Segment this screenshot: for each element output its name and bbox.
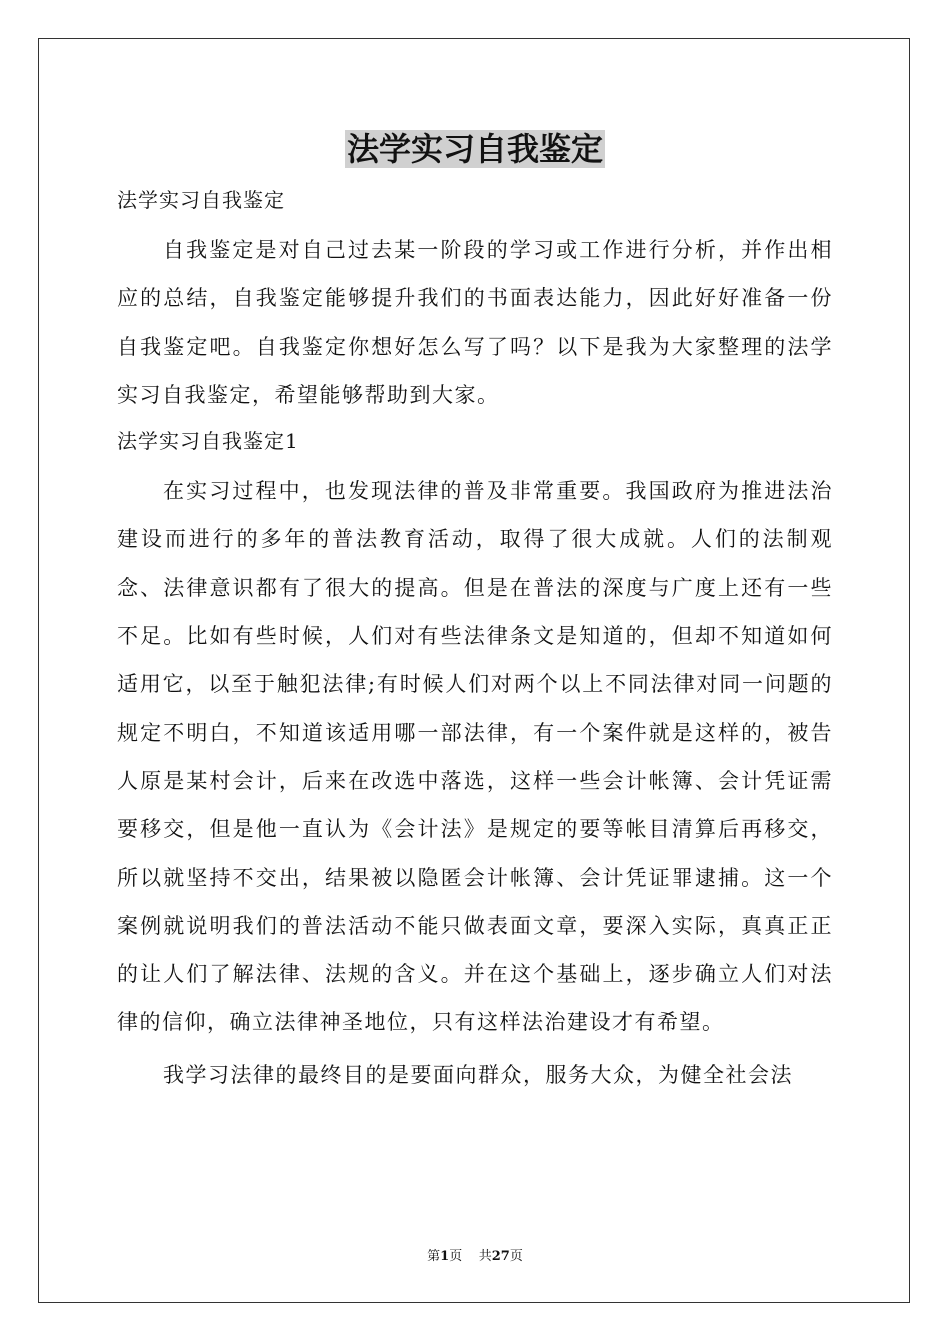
page-prefix: 第 xyxy=(427,1249,441,1264)
document-body xyxy=(117,178,833,1099)
document-subtitle: 法学实习自我鉴定 xyxy=(117,188,285,212)
document-title-text: 法学实习自我鉴定 xyxy=(346,130,603,168)
page-total: 27 xyxy=(491,1249,510,1264)
body-paragraph: 在实习过程中，也发现法律的普及非常重要。我国政府为推进法治建设而进行的多年的普法教育活动，取得了很大成就。人们的法制观念、法律意识都有了很大的提高。但是在普法的深度与广度上还有一些不足。比如有些时候，人们对有些法律条文是知道的，但却不知道如何适用它，以至于触犯法律;有时候人们对两个以上不同法律对同一问题的规定不明白，不知道该适用哪一部法律，有一个案件就是这样的，被告人原是某村会计，后来在改选中落选，这样一些会计帐簿、会计凭证需要移交，但是他一直认为《会计法》是规定的要等帐目清算后再移交，所以就坚持不交出，结果被以隐匿会计帐簿、会计凭证罪逮捕。这一个案例就说明我们的普法活动不能只做表面文章，要深入实际，真真正正的让人们了解法律、法规的含义。并在这个基础上，逐步确立人们对法律的信仰，确立法律神圣地位，只有这样法治建设才有希望。 xyxy=(117,479,833,1035)
page-footer xyxy=(0,1248,950,1266)
intro-paragraph: 自我鉴定是对自己过去某一阶段的学习或工作进行分析，并作出相应的总结，自我鉴定能够提升我们的书面表达能力，因此好好准备一份自我鉴定吧。自我鉴定你想好怎么写了吗？以下是我为大家整理的法学实习自我鉴定，希望能够帮助到大家。 xyxy=(117,238,833,407)
page-number: 1 xyxy=(440,1249,450,1264)
total-prefix: 共 xyxy=(478,1249,492,1264)
section-heading: 法学实习自我鉴定1 xyxy=(117,429,299,454)
page-suffix: 页 xyxy=(449,1249,463,1264)
document-title xyxy=(0,128,950,170)
body-paragraph: 我学习法律的最终目的是要面向群众，服务大众，为健全社会法 xyxy=(163,1062,793,1087)
total-suffix: 页 xyxy=(509,1249,523,1264)
